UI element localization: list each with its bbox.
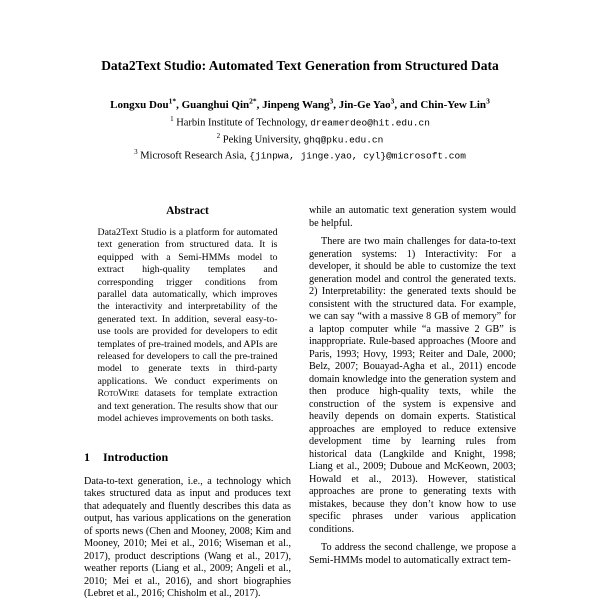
author: Chin-Yew Lin$^3$ — [420, 96, 490, 111]
paper-header — [42, 57, 558, 163]
body-paragraph: while an automatic text generation system would be helpful. — [309, 205, 516, 229]
affiliation-institution: Peking University, — [222, 134, 301, 146]
body-paragraph: There are two main challenges for data-to-text generation systems: 1) Interactivity: For a developer, it should be able to customize the text generation model and control the generated texts. 2) Interpretability: the generated texts should be consistent with the structured data. For example, we can say “with a massive 8 GB of memory” for a laptop computer while “a massive 2 GB” is inappropriate. Rule-based approaches (Moore and Paris, 1993; Hovy, 1993; Reiter and Dale, 2000; Belz, 2007; Bouayad-Agha et al., 2011) encode domain knowledge into the generation system and then produce high-quality texts, while the construction of the system is expensive and heavily depends on domain experts. Statistical approaches are employed to reduce extensive development time by learning rules from historical data (Langkilde and Knight, 1998; Liang et al., 2009; Duboue and McKeown, 2003; Howald et al., 2013). However, statistical approaches are prone to generating texts with mistakes, because they don’t know how to use specific phrases under various application conditions. — [309, 236, 516, 535]
author: Jinpeng Wang$^3$, — [262, 96, 339, 111]
affiliation-email: {jinpwa, jinge.yao, cyl}@microsoft.com — [249, 150, 466, 162]
author-superscript: 3 — [486, 96, 490, 105]
abstract-text-after: datasets for template extraction and text generation. The results show that our model achieves improvements on both tasks. — [97, 388, 278, 425]
author-superscript: 2* — [249, 96, 257, 105]
section-heading — [84, 450, 291, 465]
affiliation-superscript: 3 — [134, 148, 138, 157]
author: Longxu Dou$^{1*}$, — [110, 96, 182, 111]
abstract-section — [98, 205, 278, 426]
section-number: 1 — [84, 449, 90, 464]
abstract-heading: Abstract — [166, 205, 209, 217]
affiliation-institution: Harbin Institute of Technology, — [176, 117, 308, 129]
affiliation-email: ghq@pku.edu.cn — [303, 134, 384, 146]
affiliation-superscript: 2 — [216, 131, 221, 140]
affiliation-superscript: 1 — [170, 114, 174, 123]
right-column — [309, 205, 516, 567]
affiliations — [42, 113, 558, 164]
author: Jin-Ge Yao$^3$, and — [338, 96, 421, 111]
author-line — [42, 94, 558, 112]
affiliation-line — [42, 146, 558, 163]
abstract-text — [98, 227, 278, 426]
affiliation-line — [42, 113, 558, 130]
left-column — [84, 205, 291, 600]
affiliation-line — [42, 130, 558, 147]
author-superscript: 3 — [390, 96, 395, 105]
body-paragraph: To address the second challenge, we propose a Semi-HMMs model to automatically extract tem- — [309, 542, 516, 566]
rotowire-smallcaps: RotoWire — [97, 388, 139, 400]
author-superscript: 1* — [168, 96, 177, 105]
section-title: Introduction — [103, 449, 169, 464]
affiliation-institution: Microsoft Research Asia, — [140, 150, 247, 162]
two-column-body — [84, 205, 516, 600]
affiliation-email: dreamerdeo@hit.edu.cn — [310, 117, 430, 129]
author-superscript: 3 — [329, 96, 334, 105]
abstract-text-before: Data2Text Studio is a platform for automated text generation from structured data. It is equipped with a Semi-HMMs model to extract high-quality templates and corresponding trigger conditions from parallel data automatically, which improves the interactivity and interpretability of the generated text. In addition, several easy-to-use tools are provided for developers to edit templates of pre-trained models, and APIs are released for developers to call the pre-trained model to generate texts in third-party applications. We conduct experiments on — [97, 227, 278, 387]
author: Guanghui Qin$^{2*}$, — [181, 96, 263, 111]
intro-paragraph: Data-to-text generation, i.e., a technology which takes structured data as input and produces text that adequately and fluently describes this data as output, has various applications on the generation of sports news (Chen and Mooney, 2008; Kim and Mooney, 2010; Mei et al., 2016; Wiseman et al., 2017), product descriptions (Wang et al., 2017), weather reports (Liang et al., 2009; Angeli et al., 2010; Mei et al., 2016), and short biographies (Lebret et al., 2016; Chisholm et al., 2017). — [84, 475, 291, 599]
paper-title: Data2Text Studio: Automated Text Generation from Structured Data — [101, 58, 499, 73]
